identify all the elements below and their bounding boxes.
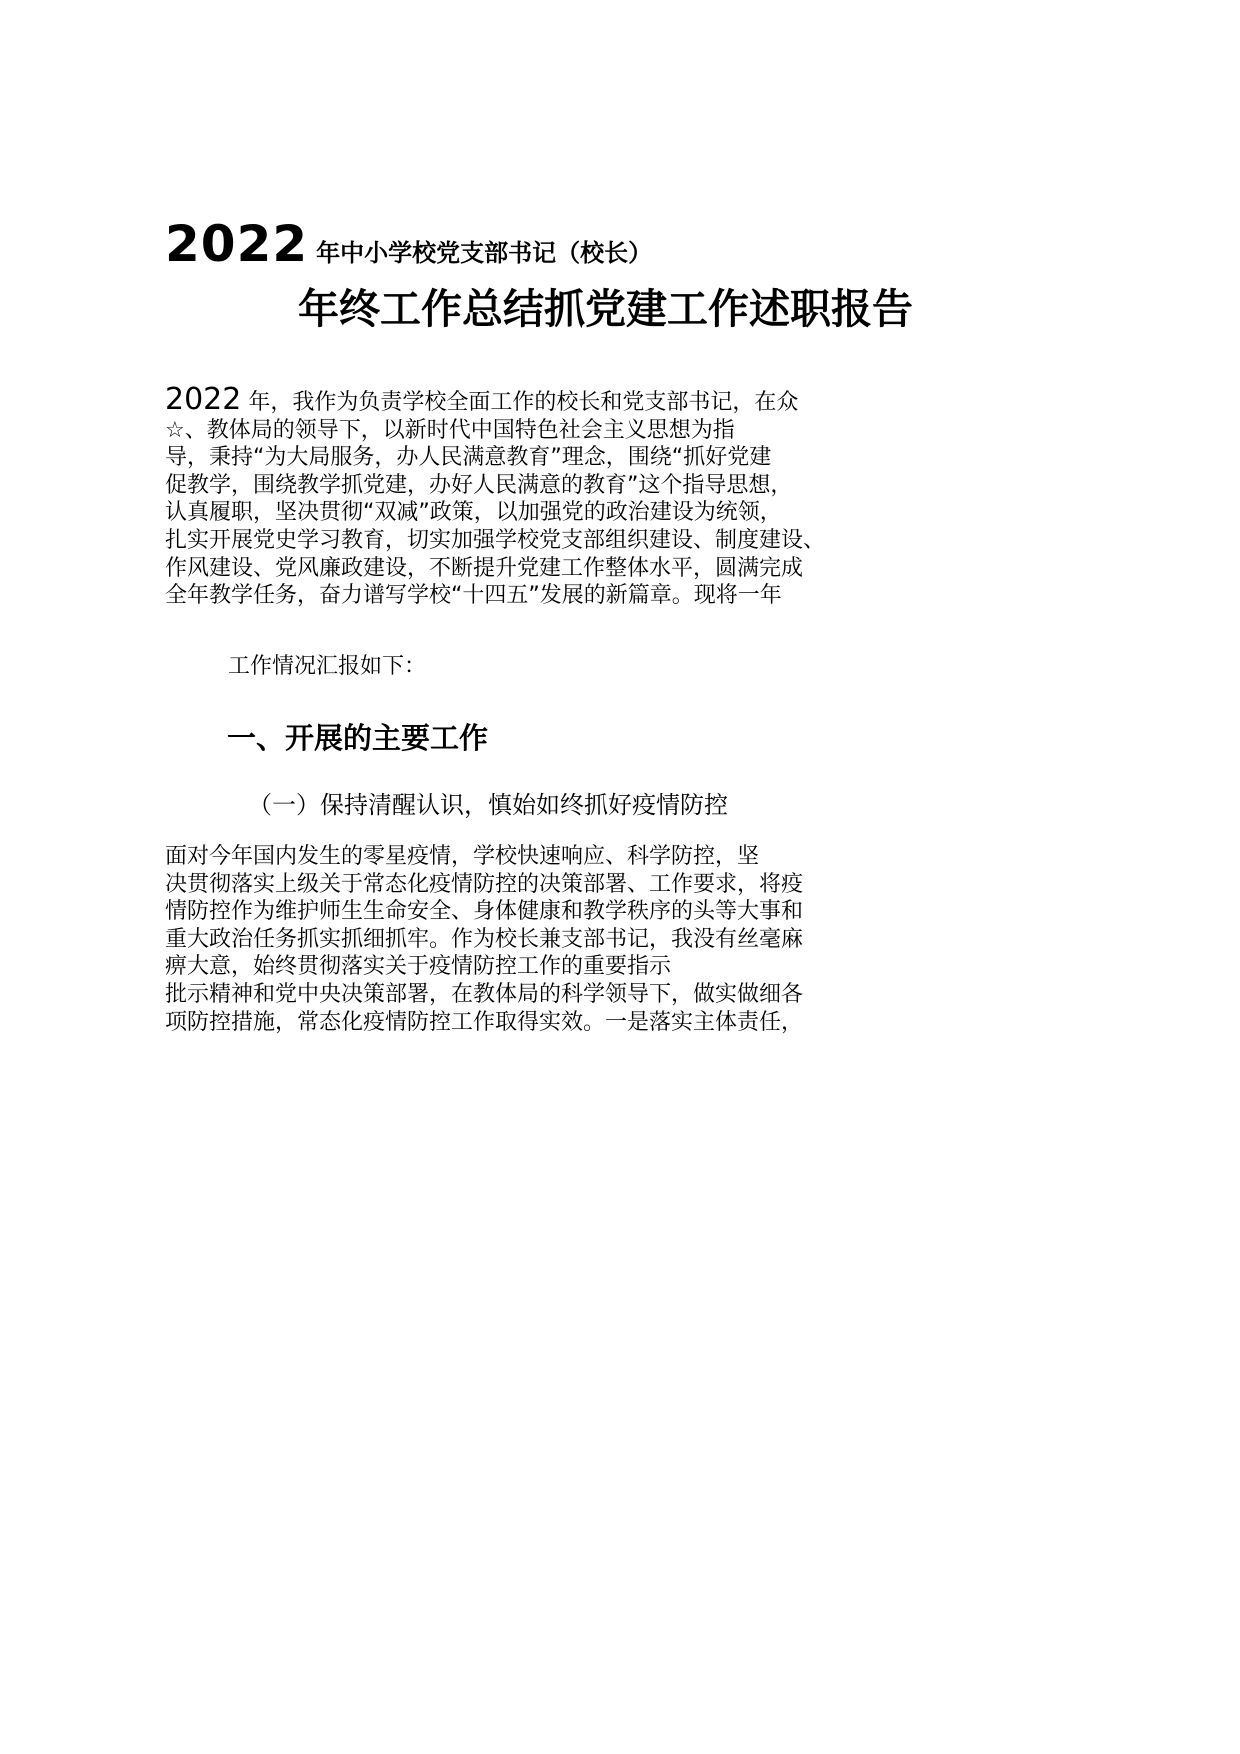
intro-line [165, 382, 925, 417]
body-line: 项防控措施，常态化疫情防控工作取得实效。一是落实主体责任， [165, 1009, 804, 1035]
body-line: 面对今年国内发生的零星疫情，学校快速响应、科学防控，坚 [165, 844, 760, 869]
title-subtitle: 年中小学校党支部书记（校长） [316, 239, 653, 267]
title-year: 2022 [165, 215, 309, 273]
body-line: 痹大意，始终贯彻落实关于疫情防控工作的重要指示 [165, 954, 672, 980]
intro-paragraph [165, 382, 925, 610]
report-intro-line: 工作情况汇报如下： [228, 654, 427, 679]
intro-line: 扎实开展党史学习教育，切实加强学校党支部组织建设、制度建设、 [165, 527, 826, 553]
epidemic-control-paragraph [165, 843, 925, 1036]
intro-first-line-text: 年，我作为负责学校全面工作的校长和党支部书记，在众 [241, 390, 799, 415]
body-line: 情防控作为维护师生生命安全、身体健康和教学秩序的头等大事和 [165, 899, 804, 925]
intro-line: 促教学，围绕教学抓党建，办好人民满意的教育”这个指导思想， [165, 472, 793, 498]
document-title-line-2: 年终工作总结抓党建工作述职报告 [298, 285, 913, 333]
intro-year: 2022 [165, 382, 242, 417]
intro-line: 全年教学任务，奋力谱写学校“十四五”发展的新篇章。现将一年 [165, 583, 782, 609]
body-line: 决贯彻落实上级关于常态化疫情防控的决策部署、工作要求，将疫 [165, 871, 804, 897]
body-line: 批示精神和党中央决策部署，在教体局的科学领导下，做实做细各 [165, 981, 804, 1007]
intro-line: ☆、教体局的领导下，以新时代中国特色社会主义思想为指 [165, 417, 735, 443]
document-title-line-1 [165, 214, 652, 286]
intro-line: 作风建设、党风廉政建设，不断提升党建工作整体水平，圆满完成 [165, 555, 804, 581]
intro-line: 认真履职，坚决贯彻“双减”政策，以加强党的政治建设为统领， [165, 500, 782, 526]
intro-line: 导，秉持“为大局服务，办人民满意教育”理念，围绕“抓好党建 [165, 445, 772, 471]
section-heading-main-work: 一、开展的主要工作 [227, 721, 489, 755]
subsection-heading-epidemic-control: （一）保持清醒认识，慎始如终抓好疫情防控 [248, 791, 728, 819]
body-line: 重大政治任务抓实抓细抓牢。作为校长兼支部书记，我没有丝毫麻 [165, 926, 804, 952]
